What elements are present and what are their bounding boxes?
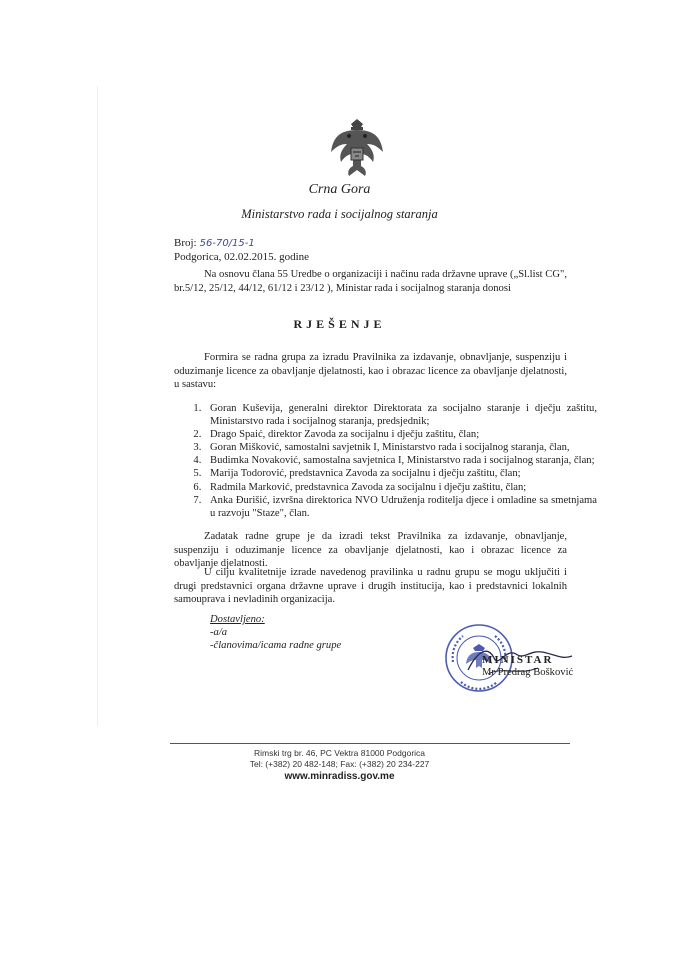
list-item: 1. Goran Kuševija, generalni direktor Direktorata za socijalno staranje i dječju zaštitu, Ministarstvo rada i socijalnog staranja, predsjednik; [204,402,597,428]
signatory-title: MINISTAR [482,654,554,666]
list-item: 5. Marija Todorović, predstavnica Zavoda za socijalnu i dječju zaštitu, član; [204,467,597,480]
date-line: Podgorica, 02.02.2015. godine [174,251,310,263]
distribution-heading: Dostavljeno: [210,614,265,625]
ministry-name: Ministarstvo rada i socijalnog staranja [241,207,438,221]
list-item: 7. Anka Đurišić, izvršna direktorica NVO Udruženja roditelja djece i omladine sa smetnjama u razvoju "Staze", član. [204,494,597,520]
footer-website: www.minradiss.gov.me [284,771,395,782]
list-item: 2. Drago Spaić, direktor Zavoda za socijalnu i dječju zaštitu, član; [204,428,597,441]
decision-paragraph-2: Zadatak radne grupe je da izradi tekst Pravilnika za izdavanje, obnavljanje, suspenziju i oduzimanje licence za obavljanje djelatnosti, kao i obrazac licence za obavljanje djelatnosti. [174,531,567,569]
footer-phones: Tel: (+382) 20 482-148; Fax: (+382) 20 234-227 [249,759,430,769]
signatory-name: Mr Predrag Bošković [482,667,574,678]
list-item: 3. Goran Mišković, samostalni savjetnik I, Ministarstvo rada i socijalnog staranja, član, [204,441,597,454]
footer-address: Rimski trg br. 46, PC Vektra 81000 Podgorica [253,748,426,758]
distribution-item: -članovima/icama radne grupe [210,640,342,651]
list-item: 4. Budimka Novaković, samostalna savjetnica I, Ministarstvo rada i socijalnog staranja, član; [204,454,597,467]
reference-number [174,237,255,249]
decision-paragraph-3: U cilju kvalitetnije izrade navedenog pravilinka u radnu grupu se mogu uključiti i drugi predstavnici organa državne uprave i drugih institucija, kao i predstavnici lokalnih samouprava i nevladinih organizacija. [174,567,567,605]
reference-label: Broj: [174,237,197,249]
country-name: Crna Gora [308,182,371,197]
distribution-item: -a/a [210,627,228,638]
member-list [174,402,597,520]
list-item: 6. Radmila Marković, predstavnica Zavoda za socijalnu i dječju zaštitu, član; [204,481,597,494]
document-title: RJEŠENJE [293,317,386,331]
reference-value: 56-70/15-1 [199,238,255,249]
decision-paragraph-1: Formira se radna grupa za izradu Pravilnika za izdavanje, obnavljanje, suspenziju i oduzimanje licence za obavljanje djelatnosti, kao i obrazac licence za obavljanje djelatnosti, u sastavu: [174,352,567,390]
footer-divider [170,743,570,744]
distribution-list [210,613,341,652]
coat-of-arms-icon [329,118,385,182]
intro-paragraph: Na osnovu člana 55 Uredbe o organizaciji i načinu rada državne uprave („Sl.list CG", br.5/12, 25/12, 44/12, 61/12 i 23/12 ), Ministar rada i socijalnog staranja donosi [174,269,567,294]
